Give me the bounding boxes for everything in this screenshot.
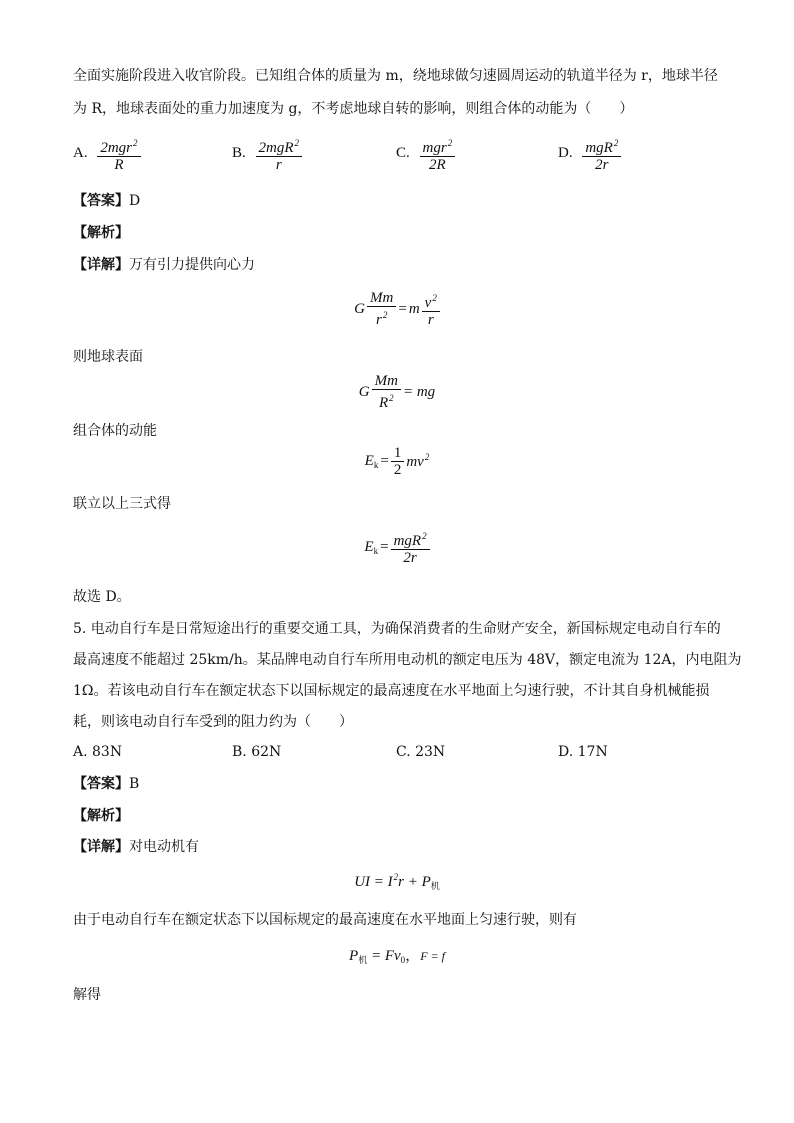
q4-equation-1: G $\frac{Mm}{r^2}$ = m $\frac{v^2}{r}$ [0, 290, 794, 328]
q4-detail: 【详解】万有引力提供向心力 [73, 257, 255, 273]
q5-stem-line4: 耗，则该电动自行车受到的阻力约为（ ） [73, 714, 353, 730]
q4-equation-3: $E_k$ = $\frac{1}{2}$ $mv^2$ [364, 445, 430, 478]
q4-option-b: B. $\frac{2mgR^2}{r}$ [232, 135, 302, 173]
q5-text-3: 解得 [73, 987, 101, 1003]
q5-stem-line3: 1Ω。若该电动自行车在额定状态下以国标规定的最高速度在水平地面上匀速行驶，不计其自身机械能损 [73, 683, 710, 699]
q4-option-d: D. $\frac{mgR^2}{2r}$ [558, 135, 621, 173]
q4-text-2: 则地球表面 [73, 349, 143, 365]
q4-option-c: C. $\frac{mgr^2}{2R}$ [396, 135, 455, 173]
q4-conclusion: 故选 D。 [73, 589, 131, 605]
q5-stem-line1: 5. 电动自行车是日常短途出行的重要交通工具，为确保消费者的生命财产安全，新国标规定电动自行车的 [73, 621, 721, 637]
q4-text-4: 联立以上三式得 [73, 496, 171, 512]
q4-text-3: 组合体的动能 [73, 423, 157, 439]
q5-option-b: B. 62N [232, 744, 282, 760]
q5-option-c: C. 23N [396, 744, 446, 760]
q5-stem-line2: 最高速度不能超过 25km/h。某品牌电动自行车所用电动机的额定电压为 48V，额定电流为 12A，内电阻为 [73, 652, 742, 668]
q5-equation-1: UI = $I^2r + P_机$ [354, 872, 440, 891]
q4-answer: 【答案】D [73, 193, 141, 209]
q5-option-a: A. 83N [73, 744, 123, 760]
q4-stem-line2: 为 R，地球表面处的重力加速度为 g，不考虑地球自转的影响，则组合体的动能为（ ） [73, 101, 634, 117]
q5-detail: 【详解】对电动机有 [73, 839, 199, 855]
q5-text-2: 由于电动自行车在额定状态下以国标规定的最高速度在水平地面上匀速行驶，则有 [73, 912, 577, 928]
q5-equation-2: $P_机 = Fv_0$，F = f [349, 948, 445, 965]
q5-analysis-tag: 【解析】 [73, 808, 129, 824]
q4-analysis-tag: 【解析】 [73, 225, 129, 241]
q4-equation-4: $E_k$ = $\frac{mgR^2}{2r}$ [0, 528, 794, 566]
q5-option-d: D. 17N [558, 744, 608, 760]
q4-option-a: A. $\frac{2mgr^2}{R}$ [73, 135, 141, 173]
q4-stem-line1: 全面实施阶段进入收官阶段。已知组合体的质量为 m，绕地球做匀速圆周运动的轨道半径为 r，地球半径 [73, 68, 718, 84]
q4-equation-2: G $\frac{Mm}{R^2}$ = mg [358, 373, 436, 411]
q5-answer: 【答案】B [73, 776, 140, 792]
